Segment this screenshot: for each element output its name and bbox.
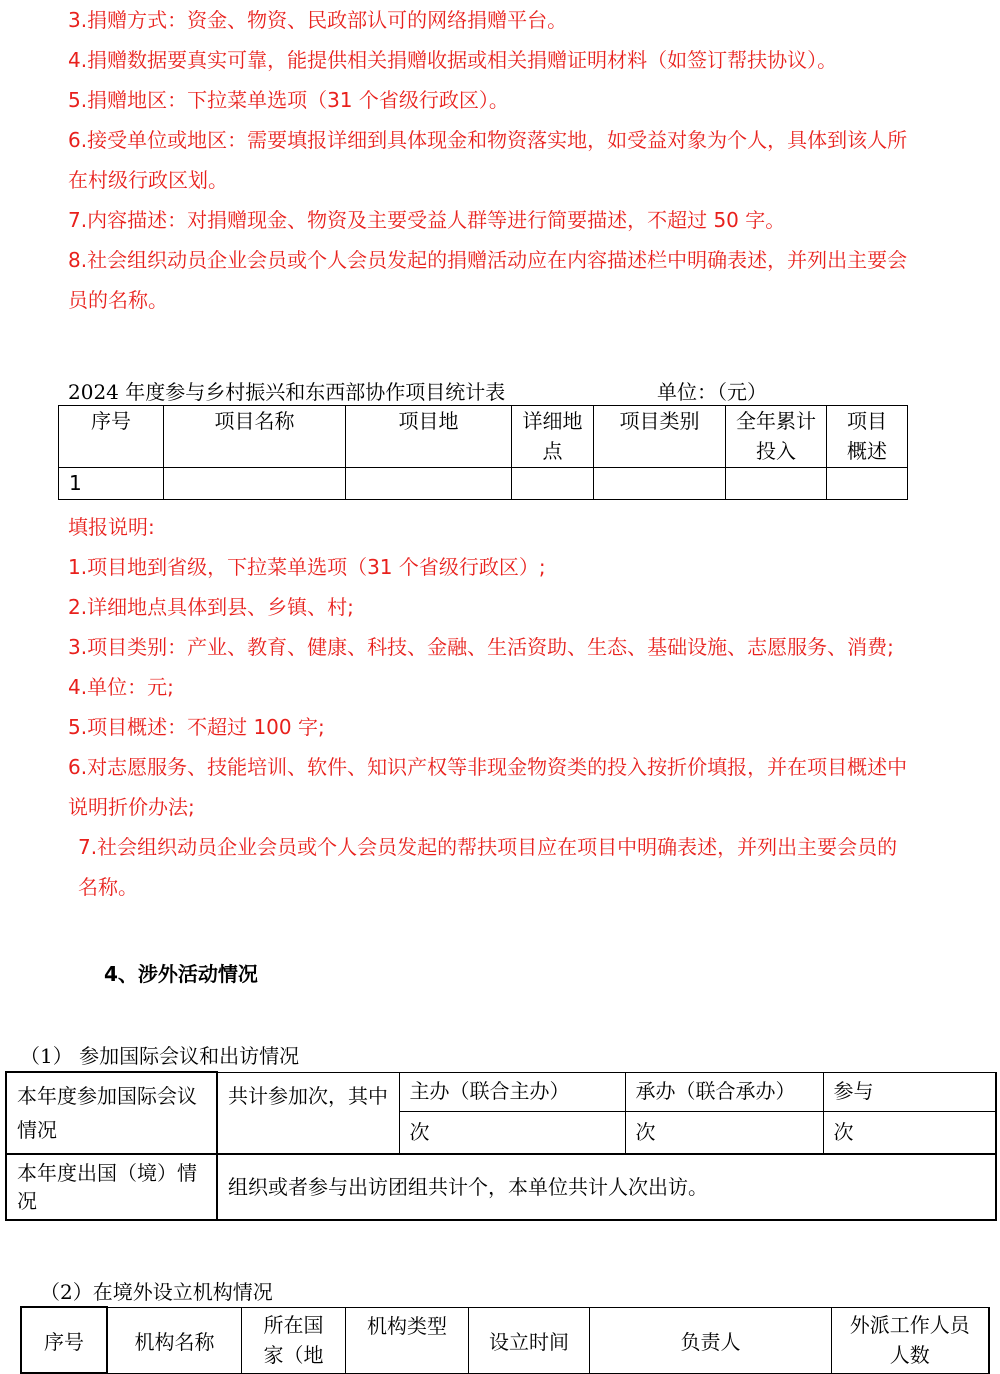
host-header: 主办（联合主办） bbox=[399, 1072, 625, 1112]
fill-note-4: 4.单位：元; bbox=[68, 675, 174, 699]
org-header-leader: 负责人 bbox=[590, 1307, 832, 1373]
fill-note-6: 6.对志愿服务、技能培训、软件、知识产权等非现金物资类的投入按折价填报，并在项目概述中说明折价办法; bbox=[68, 755, 908, 819]
header-annual-investment: 全年累计投入 bbox=[726, 406, 827, 468]
project-table-header bbox=[59, 406, 908, 468]
donation-note-8: 8.社会组织动员企业会员或个人会员发起的捐赠活动应在内容描述栏中明确表述，并列出主要会员的名称。 bbox=[68, 248, 908, 312]
org-header-name: 机构名称 bbox=[107, 1307, 242, 1373]
org-header-serial: 序号 bbox=[21, 1307, 107, 1373]
donation-note-7: 7.内容描述：对捐赠现金、物资及主要受益人群等进行简要描述，不超过 50 字。 bbox=[68, 208, 786, 232]
meeting-total: 共计参加次，其中 bbox=[217, 1072, 399, 1154]
project-table-unit: 单位：（元） bbox=[657, 380, 767, 404]
cohost-times: 次 bbox=[625, 1112, 823, 1154]
table-row bbox=[59, 468, 908, 500]
overseas-org-table bbox=[20, 1306, 990, 1374]
meeting-label: 本年度参加国际会议情况 bbox=[6, 1072, 217, 1154]
participate-times: 次 bbox=[823, 1112, 996, 1154]
header-project-place: 项目地 bbox=[346, 406, 512, 468]
org-header-staff-count: 外派工作人员人数 bbox=[832, 1307, 989, 1373]
row-cell bbox=[827, 468, 908, 500]
donation-note-5: 5.捐赠地区：下拉菜单选项（31 个省级行政区）。 bbox=[68, 88, 509, 112]
fill-note-7: 7.社会组织动员企业会员或个人会员发起的帮扶项目应在项目中明确表述，并列出主要会员的名称。 bbox=[78, 835, 898, 899]
overseas-visit-label: 本年度出国（境）情况 bbox=[6, 1154, 217, 1220]
org-header-date: 设立时间 bbox=[469, 1307, 590, 1373]
donation-note-6: 6.接受单位或地区：需要填报详细到具体现金和物资落实地，如受益对象为个人，具体到该人所在村级行政区划。 bbox=[68, 128, 908, 192]
donation-note-3: 3.捐赠方式：资金、物资、民政部认可的网络捐赠平台。 bbox=[68, 8, 568, 32]
host-times: 次 bbox=[399, 1112, 625, 1154]
donation-note-4: 4.捐赠数据要真实可靠，能提供相关捐赠收据或相关捐赠证明材料（如签订帮扶协议）。 bbox=[68, 48, 838, 72]
header-serial: 序号 bbox=[59, 406, 164, 468]
row-cell bbox=[726, 468, 827, 500]
project-table bbox=[58, 405, 908, 500]
header-detail-place: 详细地点 bbox=[512, 406, 594, 468]
subsection-2-heading: （2）在境外设立机构情况 bbox=[40, 1280, 273, 1304]
international-meeting-table bbox=[5, 1071, 997, 1221]
cohost-header: 承办（联合承办） bbox=[625, 1072, 823, 1112]
row-serial: 1 bbox=[59, 468, 164, 500]
org-header-country: 所在国家（地 bbox=[242, 1307, 346, 1373]
row-cell bbox=[346, 468, 512, 500]
fill-note-1: 1.项目地到省级，下拉菜单选项（31 个省级行政区）; bbox=[68, 555, 546, 579]
overseas-visit-text: 组织或者参与出访团组共计个，本单位共计人次出访。 bbox=[217, 1154, 996, 1220]
fill-note-2: 2.详细地点具体到县、乡镇、村; bbox=[68, 595, 354, 619]
fill-notes-heading: 填报说明: bbox=[68, 515, 155, 539]
row-cell bbox=[512, 468, 594, 500]
org-header-type: 机构类型 bbox=[346, 1307, 469, 1373]
row-cell bbox=[164, 468, 346, 500]
section-4-heading: 4、涉外活动情况 bbox=[104, 962, 258, 986]
fill-note-5: 5.项目概述：不超过 100 字; bbox=[68, 715, 325, 739]
subsection-1-heading: （1） 参加国际会议和出访情况 bbox=[20, 1044, 300, 1068]
fill-notes bbox=[68, 507, 908, 907]
fill-note-3: 3.项目类别：产业、教育、健康、科技、金融、生活资助、生态、基础设施、志愿服务、消费; bbox=[68, 635, 894, 659]
project-table-title: 2024 年度参与乡村振兴和东西部协作项目统计表 bbox=[68, 380, 506, 404]
header-project-name: 项目名称 bbox=[164, 406, 346, 468]
header-project-summary: 项目概述 bbox=[827, 406, 908, 468]
row-cell bbox=[594, 468, 726, 500]
header-project-type: 项目类别 bbox=[594, 406, 726, 468]
participate-header: 参与 bbox=[823, 1072, 996, 1112]
donation-notes bbox=[68, 0, 908, 320]
